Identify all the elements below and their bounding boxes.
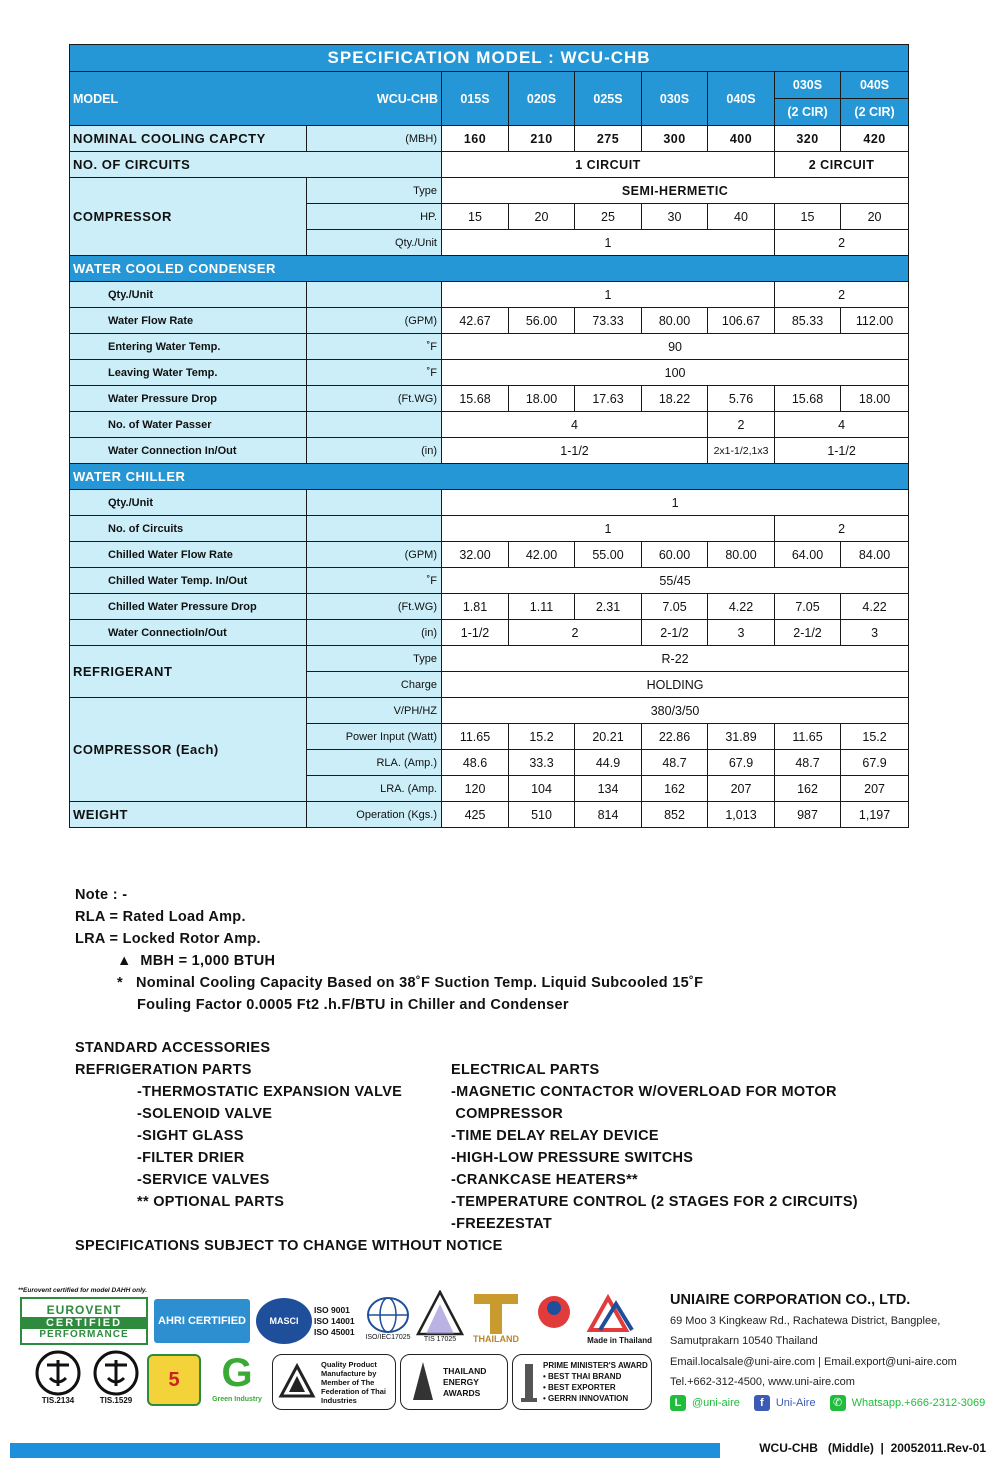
note-lra: LRA = Locked Rotor Amp. <box>75 931 261 947</box>
change-notice: SPECIFICATIONS SUBJECT TO CHANGE WITHOUT NOTICE <box>75 1238 503 1254</box>
table-row: COMPRESSOR Type SEMI-HERMETIC <box>70 178 909 204</box>
table-row: Leaving Water Temp. ˚F 100 <box>70 360 909 386</box>
list-item: ** OPTIONAL PARTS <box>137 1194 285 1210</box>
table-row: Power Input (Watt) 11.65 15.2 20.21 22.86 31.89 11.65 15.2 <box>70 724 909 750</box>
table-row: Chilled Water Temp. In/Out ˚F 55/45 <box>70 568 909 594</box>
table-row: Qty./Unit 1 2 <box>70 230 909 256</box>
list-item: -FILTER DRIER <box>137 1150 245 1166</box>
document-code: WCU-CHB (Middle) | 20052011.Rev-01 <box>759 1441 986 1455</box>
table-row: Water Flow Rate (GPM) 42.67 56.00 73.33 80.00 106.67 85.33 112.00 <box>70 308 909 334</box>
ahri-logo: AHRI CERTIFIED <box>154 1299 250 1343</box>
tis1529-logo: TIS.1529 <box>88 1350 144 1410</box>
company-email: Email.localsale@uni-aire.com | Email.export@uni-aire.com <box>670 1355 957 1368</box>
table-row: No. of Circuits 1 2 <box>70 516 909 542</box>
green-industry-logo: G Green Industry <box>212 1351 262 1403</box>
table-row: RLA. (Amp.) 48.6 33.3 44.9 48.7 67.9 48.7 67.9 <box>70 750 909 776</box>
accessories-heading: STANDARD ACCESSORIES <box>75 1040 271 1056</box>
table-row: Qty./Unit 1 2 <box>70 282 909 308</box>
whatsapp-number[interactable]: Whatsapp.+666-2312-3069 <box>851 1396 986 1409</box>
spec-table <box>69 44 909 828</box>
table-row: COMPRESSOR (Each) V/PH/HZ 380/3/50 <box>70 698 909 724</box>
company-info <box>670 1290 985 1413</box>
table-row: Chilled Water Pressure Drop (Ft.WG) 1.81 1.11 2.31 7.05 4.22 7.05 4.22 <box>70 594 909 620</box>
section-chiller: WATER CHILLER <box>70 464 909 490</box>
company-address-2: Samutprakarn 10540 Thailand <box>670 1335 818 1347</box>
facebook-icon: f <box>754 1395 770 1411</box>
table-row: No. of Water Passer 4 2 4 <box>70 412 909 438</box>
model-030s-2cir: 030S <box>775 72 841 99</box>
refrigeration-parts <box>75 1037 503 1257</box>
iso-certs: ISO 9001 ISO 14001 ISO 45001 <box>314 1304 355 1337</box>
eurovent-logo: EUROVENT CERTIFIED PERFORMANCE <box>20 1297 148 1345</box>
thailand-energy-awards-logo: THAILAND ENERGY AWARDS <box>400 1354 508 1410</box>
tis2134-logo: TIS.2134 <box>30 1350 86 1410</box>
note-nominal: * Nominal Cooling Capacity Based on 38˚F Suction Temp. Liquid Subcooled 15˚F <box>117 975 704 991</box>
model-040s-2cir: 040S <box>841 72 909 99</box>
company-address-1: 69 Moo 3 Kingkeaw Rd., Rachatewa District, Bangplee, <box>670 1314 941 1327</box>
fti-quality-logo: Quality Product Manufacture by Member of The Federation of Thai Industries <box>272 1354 396 1410</box>
line-icon: L <box>670 1395 686 1411</box>
list-item: -HIGH-LOW PRESSURE SWITCHS <box>451 1150 694 1166</box>
tis17025-logo: TIS 17025 <box>414 1290 466 1348</box>
table-row: NOMINAL COOLING CAPCTY (MBH) 160 210 275 300 400 320 420 <box>70 126 909 152</box>
list-item: -FREEZESTAT <box>451 1216 553 1232</box>
table-row: WEIGHT Operation (Kgs.) 425 510 814 852 1,013 987 1,197 <box>70 802 909 828</box>
table-row: NO. OF CIRCUITS 1 CIRCUIT 2 CIRCUIT <box>70 152 909 178</box>
table-row: LRA. (Amp. 120 104 134 162 207 162 207 <box>70 776 909 802</box>
note-mbh: ▲ MBH = 1,000 BTUH <box>117 953 276 969</box>
electrical-parts <box>451 1059 858 1235</box>
masci-logo: MASCI <box>256 1298 312 1344</box>
list-item: -SOLENOID VALVE <box>137 1106 273 1122</box>
iso17025-logo: ISO/IEC17025 <box>362 1296 414 1348</box>
model-020s: 020S <box>509 72 575 126</box>
list-item: -SERVICE VALVES <box>137 1172 270 1188</box>
model-header: MODEL WCU-CHB <box>70 72 442 126</box>
note-fouling: Fouling Factor 0.0005 Ft2 .h.F/BTU in Chiller and Condenser <box>137 997 569 1013</box>
table-title: SPECIFICATION MODEL : WCU-CHB <box>70 45 909 72</box>
prime-minister-award-logo: PRIME MINISTER'S AWARD • BEST THAI BRAND • BEST EXPORTER • GERRN INNOVATION <box>512 1354 652 1410</box>
made-in-thailand-logo: Made in Thailand <box>528 1290 652 1348</box>
notes-block <box>75 884 703 1016</box>
list-item: -TEMPERATURE CONTROL (2 STAGES FOR 2 CIRCUITS) <box>451 1194 858 1210</box>
list-item: -TIME DELAY RELAY DEVICE <box>451 1128 659 1144</box>
eurovent-footnote: **Eurovent certified for model DAHH only. <box>18 1287 148 1294</box>
model-030s-2cir-sub: (2 CIR) <box>775 99 841 126</box>
thailand-trusted-logo: THAILAND <box>466 1292 526 1348</box>
list-item: -MAGNETIC CONTACTOR W/OVERLOAD FOR MOTOR <box>451 1084 837 1100</box>
social-links <box>670 1393 985 1414</box>
energy-label-5-logo: 5 <box>147 1354 201 1406</box>
facebook-handle[interactable]: Uni-Aire <box>775 1396 816 1409</box>
table-row: Chilled Water Flow Rate (GPM) 32.00 42.00 55.00 60.00 80.00 64.00 84.00 <box>70 542 909 568</box>
note-rla: RLA = Rated Load Amp. <box>75 909 246 925</box>
model-040s-2cir-sub: (2 CIR) <box>841 99 909 126</box>
electrical-heading: ELECTRICAL PARTS <box>451 1062 600 1078</box>
list-item: -THERMOSTATIC EXPANSION VALVE <box>137 1084 403 1100</box>
company-tel: Tel.+662-312-4500, www.uni-aire.com <box>670 1376 855 1388</box>
table-row: Entering Water Temp. ˚F 90 <box>70 334 909 360</box>
model-030s: 030S <box>642 72 708 126</box>
line-handle[interactable]: @uni-aire <box>692 1396 740 1409</box>
model-015s: 015S <box>442 72 509 126</box>
table-row: HP. 15 20 25 30 40 15 20 <box>70 204 909 230</box>
table-row: Qty./Unit 1 <box>70 490 909 516</box>
whatsapp-icon: ✆ <box>830 1395 846 1411</box>
section-condenser: WATER COOLED CONDENSER <box>70 256 909 282</box>
list-item: -CRANKCASE HEATERS** <box>451 1172 638 1188</box>
company-name: UNIAIRE CORPORATION CO., LTD. <box>670 1292 911 1308</box>
asterisk-icon: * <box>117 975 123 991</box>
refrigeration-heading: REFRIGERATION PARTS <box>75 1062 252 1078</box>
model-040s: 040S <box>708 72 775 126</box>
notes-heading: Note : - <box>75 887 128 903</box>
triangle-icon: ▲ <box>117 953 132 969</box>
list-item: COMPRESSOR <box>451 1106 564 1122</box>
table-row: Water ConnectioIn/Out (in) 1-1/2 2 2-1/2 3 2-1/2 3 <box>70 620 909 646</box>
table-row: Water Pressure Drop (Ft.WG) 15.68 18.00 17.63 18.22 5.76 15.68 18.00 <box>70 386 909 412</box>
table-row: REFRIGERANT Type R-22 <box>70 646 909 672</box>
table-row: Charge HOLDING <box>70 672 909 698</box>
footer-bar <box>10 1443 720 1458</box>
model-025s: 025S <box>575 72 642 126</box>
list-item: -SIGHT GLASS <box>137 1128 244 1144</box>
table-row: Water Connection In/Out (in) 1-1/2 2x1-1/2,1x3 1-1/2 <box>70 438 909 464</box>
